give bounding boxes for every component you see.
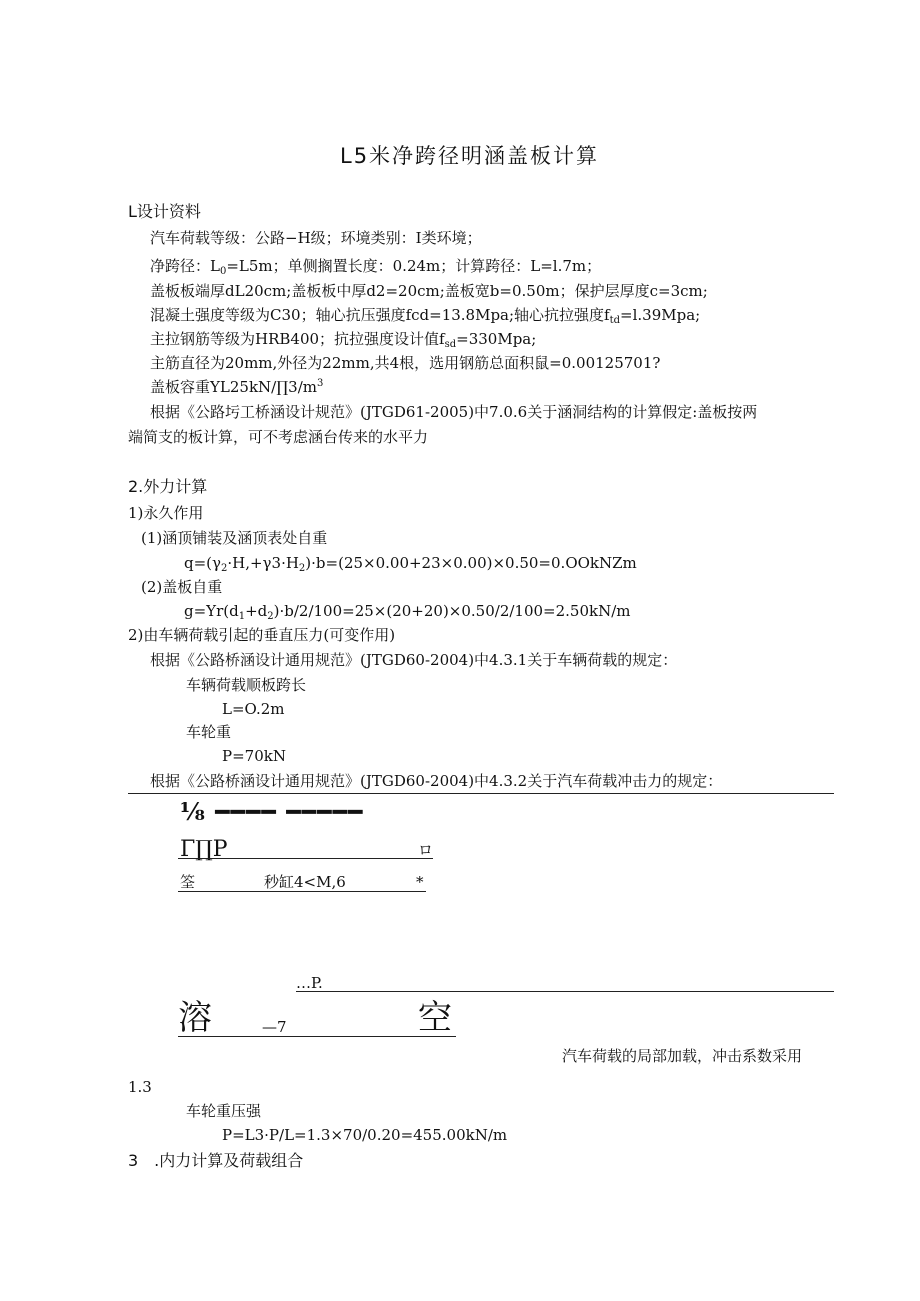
s1-weight-sup: 3	[316, 378, 324, 389]
s1-line-code-ref-cont: 端简支的板计算，可不考虑涵台传来的水平力	[128, 428, 429, 446]
garbled-formula-row-2-right: ロ	[418, 841, 434, 859]
s1-line-rebar-grade	[150, 329, 536, 349]
s2-g-sub-1: 1	[238, 611, 246, 622]
s2-wheel-pressure-formula: P=L3·P∕L=1.3×70∕0.20=455.00kN∕m	[222, 1126, 508, 1144]
s1-rebar-sub: sd	[444, 339, 457, 350]
s2-wheel-weight-value: P=70kN	[222, 747, 286, 765]
s1-rebar-text-b: =330Mpa;	[456, 330, 537, 348]
s2-vehicle-length-value: L=O.2m	[222, 700, 285, 718]
s1-rebar-text-a: 主拉钢筋等级为HRB400；抗拉强度设计值f	[150, 330, 445, 348]
s2-impact-coefficient-text: 汽车荷载的局部加载，冲击系数采用	[562, 1047, 803, 1065]
section-2-heading: 2.外力计算	[128, 477, 208, 496]
s2-g-sub-2: 2	[267, 611, 274, 622]
s1-concrete-sub: td	[609, 315, 621, 326]
s2-q-part-b: ·H,+γ3·H	[227, 554, 299, 572]
s2-formula-g	[184, 601, 631, 621]
s2-q-sub-2: 2	[298, 563, 306, 574]
garbled-formula-row-5-c: 空	[418, 998, 452, 1038]
s2-q-part-c: )·b=(25×0.00+23×0.00)×0.50=0.OOkNZm	[305, 554, 637, 572]
rule-line	[178, 891, 426, 892]
section-1-heading: L设计资料	[128, 202, 201, 221]
s1-line-load-grade: 汽车荷载等级：公路−H级；环境类别：I类环境；	[150, 229, 482, 247]
s2-slab-weight-label: (2)盖板自重	[141, 578, 223, 596]
s1-span-sub: 0	[219, 266, 227, 277]
s1-line-unit-weight	[150, 377, 323, 397]
section-3-heading: 3 .内力计算及荷载组合	[128, 1151, 304, 1170]
s2-impact-ref: 根据《公路桥涵设计通用规范》(JTGD60-2004)中4.3.2关于汽车荷载冲击力的规定：	[150, 772, 723, 790]
s2-g-part-a: g=Yr(d	[184, 602, 239, 620]
rule-line	[178, 858, 433, 859]
s1-weight-text: 盖板容重YL25kN∕∏3∕m	[150, 378, 317, 396]
garbled-formula-row-2: Γ∏P	[180, 837, 228, 862]
s2-q-part-a: q=(γ	[184, 554, 221, 572]
garbled-formula-row-3-a: 筌	[180, 873, 196, 891]
garbled-formula-row-5-a: 溶	[178, 998, 212, 1038]
rule-line	[296, 991, 834, 992]
s1-concrete-text-b: =l.39Mpa;	[620, 306, 701, 324]
s1-span-text-b: =L5m；单侧搁置长度：0.24m；计算跨径：L=l.7m；	[226, 257, 602, 275]
s2-q-sub-1: 2	[221, 563, 228, 574]
garbled-formula-row-5-b: —7	[262, 1018, 287, 1036]
s1-line-concrete	[150, 305, 700, 325]
s2-impact-coefficient-value: 1.3	[128, 1078, 152, 1096]
garbled-formula-row-3-c: *	[416, 873, 424, 891]
s2-pavement-weight-label: (1)涵顶铺装及涵顶表处自重	[141, 529, 328, 547]
s1-line-span	[150, 256, 601, 276]
s2-g-part-b: +d	[245, 602, 268, 620]
s2-formula-q	[184, 553, 637, 573]
s2-vehicle-length-label: 车辆荷载顺板跨长	[186, 676, 307, 694]
rule-line	[178, 1036, 456, 1037]
garbled-formula-row-1: ⅛ ━━━━ ━━━━━	[180, 797, 364, 826]
rule-line	[128, 793, 834, 794]
garbled-formula-row-3-b: 秒缸4<M,6	[264, 873, 346, 891]
garbled-formula-row-4: …P.	[296, 974, 323, 992]
s2-variable-action: 2)由车辆荷载引起的垂直压力(可变作用)	[128, 626, 396, 644]
s2-vehicle-load-ref: 根据《公路桥涵设计通用规范》(JTGD60-2004)中4.3.1关于车辆荷载的规定：	[150, 651, 678, 669]
s2-wheel-weight-label: 车轮重	[186, 723, 232, 741]
s1-span-text-a: 净跨径：L	[150, 257, 220, 275]
s1-line-slab-thickness: 盖板板端厚dL20cm;盖板板中厚d2=20cm;盖板宽b=0.50m；保护层厚度c=3cm;	[150, 282, 708, 300]
document-title: L5米净跨径明涵盖板计算	[340, 144, 600, 168]
s1-concrete-text-a: 混凝土强度等级为C30；轴心抗压强度fcd=13.8Mpa;轴心抗拉强度f	[150, 306, 610, 324]
s2-g-part-c: )·b∕2∕100=25×(20+20)×0.50/2/100=2.50kN∕m	[273, 602, 631, 620]
s2-permanent-action: 1)永久作用	[128, 504, 204, 522]
s1-line-rebar-diameter: 主筋直径为20mm,外径为22mm,共4根，选用钢筋总面积鼠=0.00125701?	[150, 354, 661, 372]
s2-wheel-pressure-label: 车轮重压强	[186, 1102, 262, 1120]
s1-line-code-ref: 根据《公路圬工桥涵设计规范》(JTGD61-2005)中7.0.6关于涵洞结构的计算假定:盖板按两	[150, 403, 758, 421]
